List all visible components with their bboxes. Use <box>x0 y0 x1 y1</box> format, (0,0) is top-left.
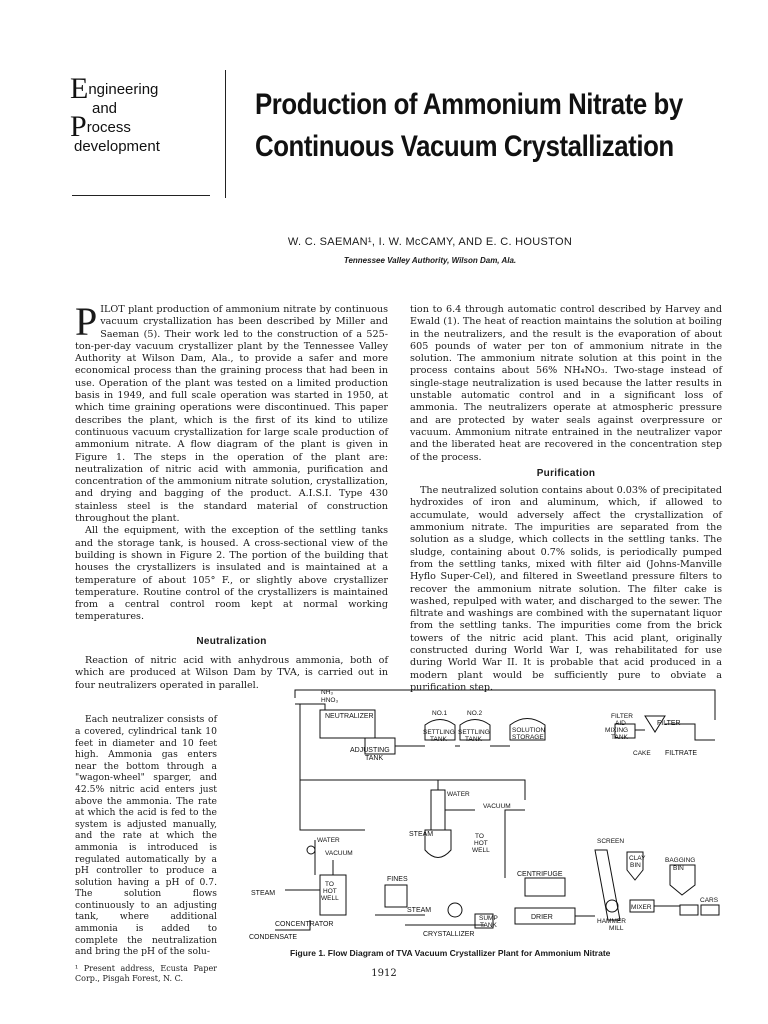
rail-car-1 <box>680 905 698 915</box>
logo-line-process: rocess <box>86 119 131 136</box>
logo-divider <box>72 195 210 196</box>
label-well: WELL <box>472 847 490 854</box>
label-hammer: HAMMER <box>597 918 626 925</box>
title-line-1: Production of Ammonium Nitrate by <box>255 88 683 121</box>
figure-caption: Figure 1. Flow Diagram of TVA Vacuum Crystallizer Plant for Ammonium Nitrate <box>290 948 611 958</box>
label-water-top: WATER <box>447 791 470 798</box>
label-to-2: TO <box>325 881 334 888</box>
flow-diagram <box>225 680 725 942</box>
label-no2: NO.2 <box>467 710 483 717</box>
neutralization-narrow-column <box>75 668 217 984</box>
label-water-left: WATER <box>317 837 340 844</box>
footnote: ¹ Present address, Ecusta Paper Corp., Pisgah Forest, N. C. <box>75 963 217 983</box>
label-mixer: MIXER <box>631 904 652 911</box>
label-sump: SUMP <box>479 915 498 922</box>
drop-cap: P <box>75 299 98 344</box>
label-hot: HOT <box>474 840 488 847</box>
header-vertical-divider <box>225 70 226 198</box>
label-to: TO <box>475 833 484 840</box>
authors: W. C. SAEMAN¹, I. W. McCAMY, AND E. C. HOUSTON <box>287 236 573 248</box>
purification-paragraph: The neutralized solution contains about 0.03% of precipitated hydroxides of iron and aluminum, which, if allowed to accumulate, would adversely affect the crystallization of ammonium nitrate. The impurities are separated from the solution as a sludge, which collects in the settling tanks. The sludge, containing about 0.7% solids, is periodically pumped from the settling tanks, mixed with filter aid (Johns-Manville Hyflo Super-Cel), and filtered in Sweetland pressure filters to recover the ammonium nitrate solution. The filter cake is washed, repulped with water, and discharged to the sewer. The filtrate and washings are combined with the supernatant liquor from the settling tanks. The impurities come from the brick towers of the nitric acid plant. This acid plant, originally constructed during World War I, was rehabilitated for use during World War II. It is probable that acid produced in a modern plant would be sufficiently pure to obviate a purification step. <box>410 485 722 693</box>
affiliation: Tennessee Valley Authority, Wilson Dam, Ala. <box>343 256 517 265</box>
label-neutralizer: NEUTRALIZER <box>325 713 374 720</box>
left-column <box>75 299 388 654</box>
label-mill: MILL <box>609 925 624 932</box>
label-storage: STORAGE <box>512 734 544 741</box>
label-hot-2: HOT <box>323 888 337 895</box>
page-number: 1912 <box>371 968 397 979</box>
label-clay-bin: BIN <box>630 862 641 869</box>
label-no1: NO.1 <box>432 710 448 717</box>
logo-line-and: and <box>92 100 118 117</box>
neutralization-paragraph-2: Each neutralizer consists of a covered, cylindrical tank 10 feet in diameter and 10 feet high. Ammonia gas enters near the bottom through a "wagon-wheel" sparger, and 42.5% nitric acid enters just above the ammonia. The rate at which the acid is fed to the system is adjusted manually, and the rate at which the ammonia is introduced is regulated automatically by a pH controller to produce a solution having a pH of 0.7. The solution flows continuously to an adjusting tank, where additional ammonia is added to complete the neutralization and bring the pH of the solu- <box>75 714 217 958</box>
label-steam-left: STEAM <box>251 890 276 897</box>
label-settling-tank-1: TANK <box>430 736 447 743</box>
label-filter-aid: FILTER <box>611 713 633 720</box>
building-paragraph: All the equipment, with the exception of the settling tanks and the storage tank, is housed. A cross-sectional view of the building is shown in Figure 2. The portion of the building that houses the crystallizers is insulated and is maintained at a temperature of about 105° F., or slightly above crystallizer temperature. Routine control of the crystallizers is maintained from a central control room kept at normal working temperatures. <box>75 525 388 623</box>
label-bagging: BAGGING <box>665 857 696 864</box>
neutralization-continued: tion to 6.4 through automatic control described by Harvey and Ewald (1). The heat of reaction maintains the solution at boiling in the neutralizers, and the result is the evaporation of about 605 pounds of water per ton of ammonium nitrate in the solution. The ammonium nitrate solution at this point in the process contains about 56% NH₄NO₃. Two-stage instead of single-stage neutralization is used because the latter results in unstable automatic control and in a significant loss of ammonia. The neutralizers operate at atmospheric pressure and are protected by water seals against overpressure or vacuum. Ammonium nitrate entrained in the neutralizer vapor and the liberated heat are recovered in the concentration step of the process. <box>410 304 722 463</box>
intro-paragraph: PILOT plant production of ammonium nitrate by continuous vacuum crystallization has been described by Miller and Saeman (5). Their work led to the construction of a 525-ton-per-day vacuum crystallizer plant by the Tennessee Valley Authority at Wilson Dam, Ala., to provide a safer and more economical process than the graining process that had been in use. Operation of the plant was tested on a limited production basis in 1949, and full scale operation was started in 1950, at which time graining operations were discontinued. This paper describes the plant, which is the first of its kind to utilize continuous vacuum crystallization for large scale production of ammonium nitrate. A flow diagram of the plant is given in Figure 1. The steps in the operation of the plant are: neutralization of nitric acid with ammonia, purification and concentration of the ammonium nitrate solution, crystallization, and drying and bagging of the product. A.I.S.I. Type 430 stainless steel is the standard material of construction throughout the plant. <box>75 299 388 525</box>
label-filtrate: FILTRATE <box>665 750 698 757</box>
label-steam-bottom: STEAM <box>407 907 432 914</box>
label-condensate: CONDENSATE <box>249 934 298 941</box>
vacuum-crystallizer-column <box>431 790 445 830</box>
label-mixing-tank: TANK <box>611 734 628 741</box>
heading-neutralization: Neutralization <box>196 635 267 647</box>
label-hno3: HNO₃ <box>321 697 339 704</box>
label-well-2: WELL <box>321 895 339 902</box>
logo-capital-p: P <box>70 110 87 143</box>
heading-purification: Purification <box>536 467 596 479</box>
label-mixing: MIXING <box>605 727 629 734</box>
label-nh3: NH₃ <box>321 689 334 696</box>
label-settling-1: SETTLING <box>423 729 455 736</box>
logo-capital-e: E <box>70 72 89 105</box>
label-drier: DRIER <box>531 914 553 921</box>
label-vacuum-left: VACUUM <box>325 850 353 857</box>
label-cake: CAKE <box>633 750 651 757</box>
title-line-2: Continuous Vacuum Crystallization <box>255 130 674 163</box>
label-clay: CLAY <box>629 855 646 862</box>
label-settling-2: SETTLING <box>458 729 490 736</box>
label-crystallizer: CRYSTALLIZER <box>423 931 475 938</box>
neutralization-paragraph-1: Reaction of nitric acid with anhydrous ammonia, both of which are produced at Wilson Dam by TVA, is carried out in four neutralizers operated in parallel. <box>75 655 388 691</box>
label-adjusting-tank: TANK <box>365 755 384 762</box>
label-steam-mid: STEAM <box>409 831 434 838</box>
right-column <box>410 304 722 694</box>
label-vacuum-top: VACUUM <box>483 803 511 810</box>
section-logo <box>70 72 210 156</box>
label-bagging-bin: BIN <box>673 865 684 872</box>
label-fines: FINES <box>387 876 408 883</box>
label-aid: AID <box>615 720 626 727</box>
label-solution: SOLUTION <box>512 727 546 734</box>
label-sump-tank: TANK <box>480 922 497 929</box>
centrifuge <box>525 878 565 896</box>
label-filter: FILTER <box>657 720 681 727</box>
logo-line-development: development <box>74 138 160 155</box>
logo-line-engineering: ngineering <box>88 81 159 98</box>
label-screen: SCREEN <box>597 838 625 845</box>
label-concentrator: CONCENTRATOR <box>275 921 334 928</box>
rail-car-2 <box>701 905 719 915</box>
label-centrifuge: CENTRIFUGE <box>517 871 563 878</box>
label-settling-tank-2: TANK <box>465 736 482 743</box>
label-cars: CARS <box>700 897 719 904</box>
hammer-mill <box>606 900 618 912</box>
label-adjusting: ADJUSTING <box>350 747 390 754</box>
article-title <box>255 84 683 168</box>
